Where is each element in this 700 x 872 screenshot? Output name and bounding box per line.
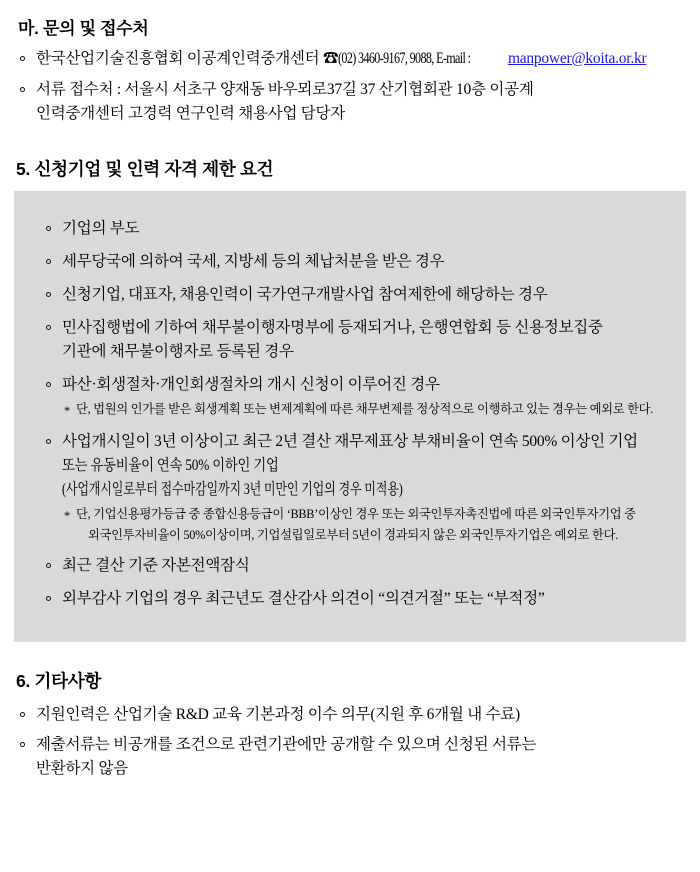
list-item (40, 430, 660, 545)
receipt-address-line1: 서류 접수처 : 서울시 서초구 양재동 바우뫼로37길 37 산기협회관 10층 이공계 (36, 81, 534, 99)
list-item (14, 733, 686, 781)
receipt-address-line2: 인력중개센터 고경력 연구인력 채용사업 담당자 (36, 105, 345, 123)
restriction-text-cont-b: (사업개시일로부터 접수마감일까지 3년 미만인 기업의 경우 미적용) (62, 481, 403, 499)
list-item (40, 554, 660, 578)
restriction-text: 최근 결산 기준 자본전액잠식 (62, 556, 250, 574)
restriction-requirements-box (14, 191, 686, 642)
restriction-note: * 단, 법원의 인가를 받은 회생계획 또는 변제계획에 따른 채무변제를 정상적으로 이행하고 있는 경우는 예외로 한다. (62, 402, 653, 416)
list-item (14, 47, 686, 71)
restriction-note-cont: 외국인투자비율이 50%이상이며, 기업설립일로부터 5년이 경과되지 않은 외국인투자기업은 예외로 한다. (88, 528, 618, 543)
section-heading-5: 5. 신청기업 및 인력 자격 제한 요건 (16, 159, 274, 180)
contact-phone: (02) 3460-9167, 9088, E-mail : (338, 50, 471, 67)
misc-text: 지원인력은 산업기술 R&D 교육 기본과정 이수 의무(지원 후 6개월 내 수료) (36, 705, 520, 723)
restriction-text: 신청기업, 대표자, 채용인력이 국가연구개발사업 참여제한에 해당하는 경우 (62, 286, 548, 304)
restriction-text-cont-a: 또는 유동비율이 연속 50% 이하인 기업 (62, 457, 279, 475)
list-item (14, 78, 686, 126)
list-item (40, 283, 660, 307)
contact-org: 한국산업기술진흥협회 이공계인력중개센터 ☎ (36, 50, 339, 67)
list-item (40, 217, 660, 241)
restriction-note: * 단, 기업신용평가등급 중 종합신용등급이 ‘BBB’이상인 경우 또는 외국인투자촉진법에 따른 외국인투자기업 중 (62, 507, 636, 521)
restriction-text-cont (62, 454, 660, 502)
misc-list (14, 703, 686, 781)
list-item (40, 250, 660, 274)
section-heading-ma: 마. 문의 및 접수처 (18, 19, 149, 38)
restriction-text: 세무당국에 의하여 국세, 지방세 등의 체납처분을 받은 경우 (62, 253, 445, 271)
misc-text: 제출서류는 비공개를 조건으로 관련기관에만 공개할 수 있으며 신청된 서류는 (36, 735, 537, 753)
restriction-list (40, 217, 660, 611)
list-item (14, 703, 686, 727)
restriction-text-cont: 기관에 채무불이행자로 등록된 경우 (62, 343, 294, 361)
section-heading-6: 6. 기타사항 (16, 670, 101, 691)
contact-list (14, 47, 686, 126)
restriction-text: 외부감사 기업의 경우 최근년도 결산감사 의견이 “의견거절” 또는 “부적정” (62, 589, 545, 607)
restriction-text: 파산·회생절차·개인회생절차의 개시 신청이 이루어진 경우 (62, 376, 440, 394)
restriction-text: 사업개시일이 3년 이상이고 최근 2년 결산 재무제표상 부채비율이 연속 500% 이상인 기업 (62, 433, 638, 451)
section-6 (14, 668, 686, 781)
list-item (40, 316, 660, 364)
restriction-text: 민사집행법에 기하여 채무불이행자명부에 등재되거나, 은행연합회 등 신용정보집중 (62, 319, 603, 337)
restriction-text: 기업의 부도 (62, 220, 140, 238)
misc-text-cont: 반환하지 않음 (36, 759, 128, 777)
list-item (40, 587, 660, 611)
contact-email-link[interactable]: manpower@koita.or.kr (507, 50, 647, 67)
list-item (40, 373, 660, 421)
